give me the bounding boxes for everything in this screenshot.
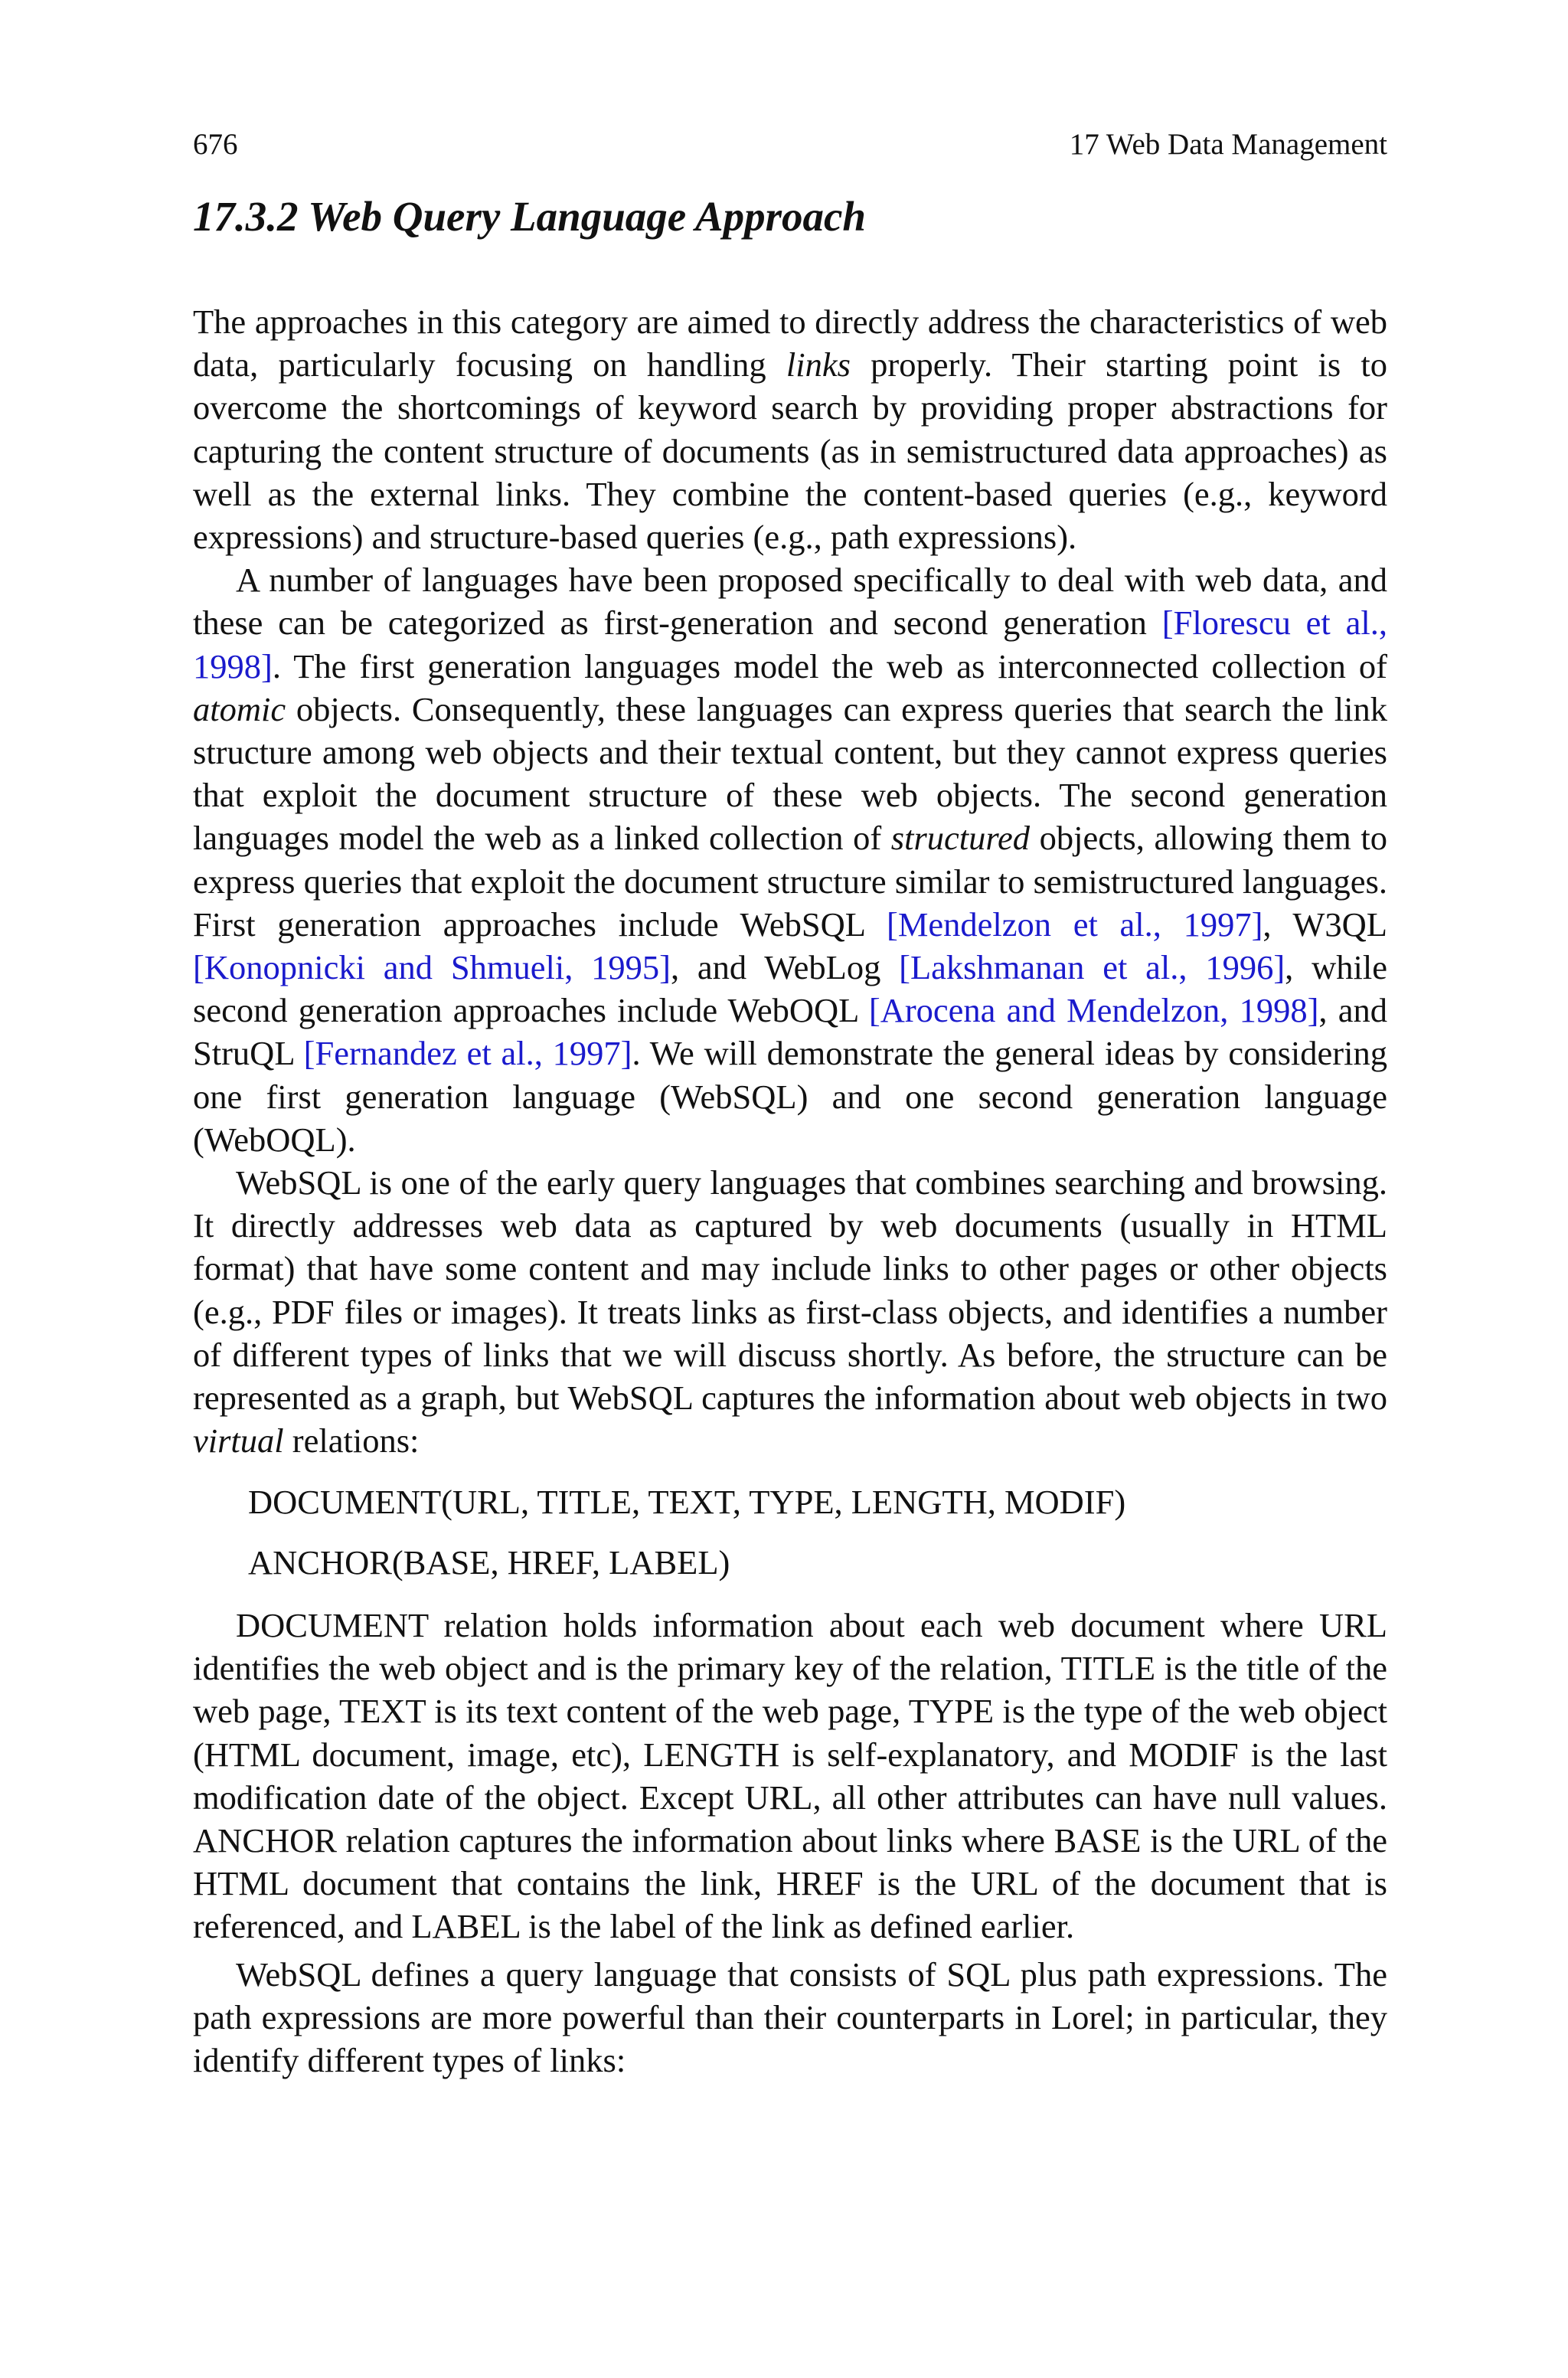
citation-link[interactable]: [Fernandez et al., 1997] [303,1034,632,1073]
paragraph-1 [193,300,1387,558]
paragraph-2 [193,558,1387,1161]
emphasis: structured [890,819,1031,858]
citation-link[interactable]: [Konopnicki and Shmueli, 1995] [193,948,671,987]
text-run: The approaches in this category are aimed to directly address the characteristics of web data, particularly focusing on handling [193,303,1387,384]
emphasis: virtual [193,1421,284,1460]
text-run: , and WebLog [670,948,900,987]
text-run: properly. Their starting point is to overcome the shortcomings of keyword search by providing proper abstractions for capturing the content structure of documents (as in semistructured data approaches) as well as the external links. They combine the content-based queries (e.g., keyword expressions) and structure-based queries (e.g., path expressions). [193,345,1387,557]
text-run: , while second generation approaches include WebOQL [193,948,1387,1030]
citation-link[interactable]: [Lakshmanan et al., 1996] [899,948,1285,987]
paragraph-5: WebSQL defines a query language that consists of SQL plus path expressions. The path expressions are more powerful than their counterparts in Lorel; in particular, they identify different types of links: [193,1954,1387,2079]
text-run: relations: [283,1421,420,1460]
text-run: A number of languages have been proposed specifically to deal with web data, and these can be categorized as first-generation and second generation [193,561,1387,643]
text-run: , W3QL [1263,904,1387,944]
body-text [193,300,1387,2082]
emphasis: atomic [193,689,286,728]
citation-link[interactable]: [Florescu et al., 1998] [193,603,1387,685]
relation-schema-document: DOCUMENT(URL, TITLE, TEXT, TYPE, LENGTH, MODIF) [248,1483,1126,1522]
section-title: 17.3.2 Web Query Language Approach [193,193,867,240]
text-run: objects. Consequently, these languages can express queries that search the link structure among web objects and their textual content, but they cannot express queries that exploit the document structure of these web objects. The second generation languages model the web as a linked collection of [193,689,1387,858]
text-run: WebSQL is one of the early query languages that combines searching and browsing. It directly addresses web data as captured by web documents (usually in HTML format) that have some content and may include links to other pages or other objects (e.g., PDF files or images). It treats links as first-class objects, and identifies a number of different types of links that we will discuss shortly. As before, the structure can be represented as a graph, but WebSQL captures the information about web objects in two [193,1163,1387,1418]
chapter-title: 17 Web Data Management [1069,128,1387,161]
text-run: . We will demonstrate the general ideas by considering one first generation language (WebSQL) and one second generation language (WebOQL). [193,1034,1387,1159]
emphasis: links [786,345,851,384]
text-run: objects, allowing them to express queries that exploit the document structure similar to semistructured languages. First generation approaches include WebSQL [193,819,1387,944]
paragraph-4: DOCUMENT relation holds information about each web document where URL identifies the web object and is the primary key of the relation, TITLE is the title of the web page, TEXT is its text content of the web page, TYPE is the type of the web object (HTML document, image, etc), LENGTH is self-explanatory, and MODIF is the last modification date of the object. Except URL, all other attributes can have null values. ANCHOR relation captures the information about links where BASE is the URL of the HTML document that contains the link, HREF is the URL of the document that is referenced, and LABEL is the label of the link as defined earlier. [193,1605,1387,1946]
paragraph-3 [193,1161,1387,1462]
citation-link[interactable]: [Arocena and Mendelzon, 1998] [868,991,1319,1030]
text-run: , and StruQL [193,991,1387,1073]
text-run: . The first generation languages model the web as interconnected collection of [272,646,1387,685]
running-head [193,126,1387,164]
relation-schema-anchor: ANCHOR(BASE, HREF, LABEL) [248,1542,730,1582]
citation-link[interactable]: [Mendelzon et al., 1997] [887,904,1263,944]
page-number: 676 [193,128,238,161]
